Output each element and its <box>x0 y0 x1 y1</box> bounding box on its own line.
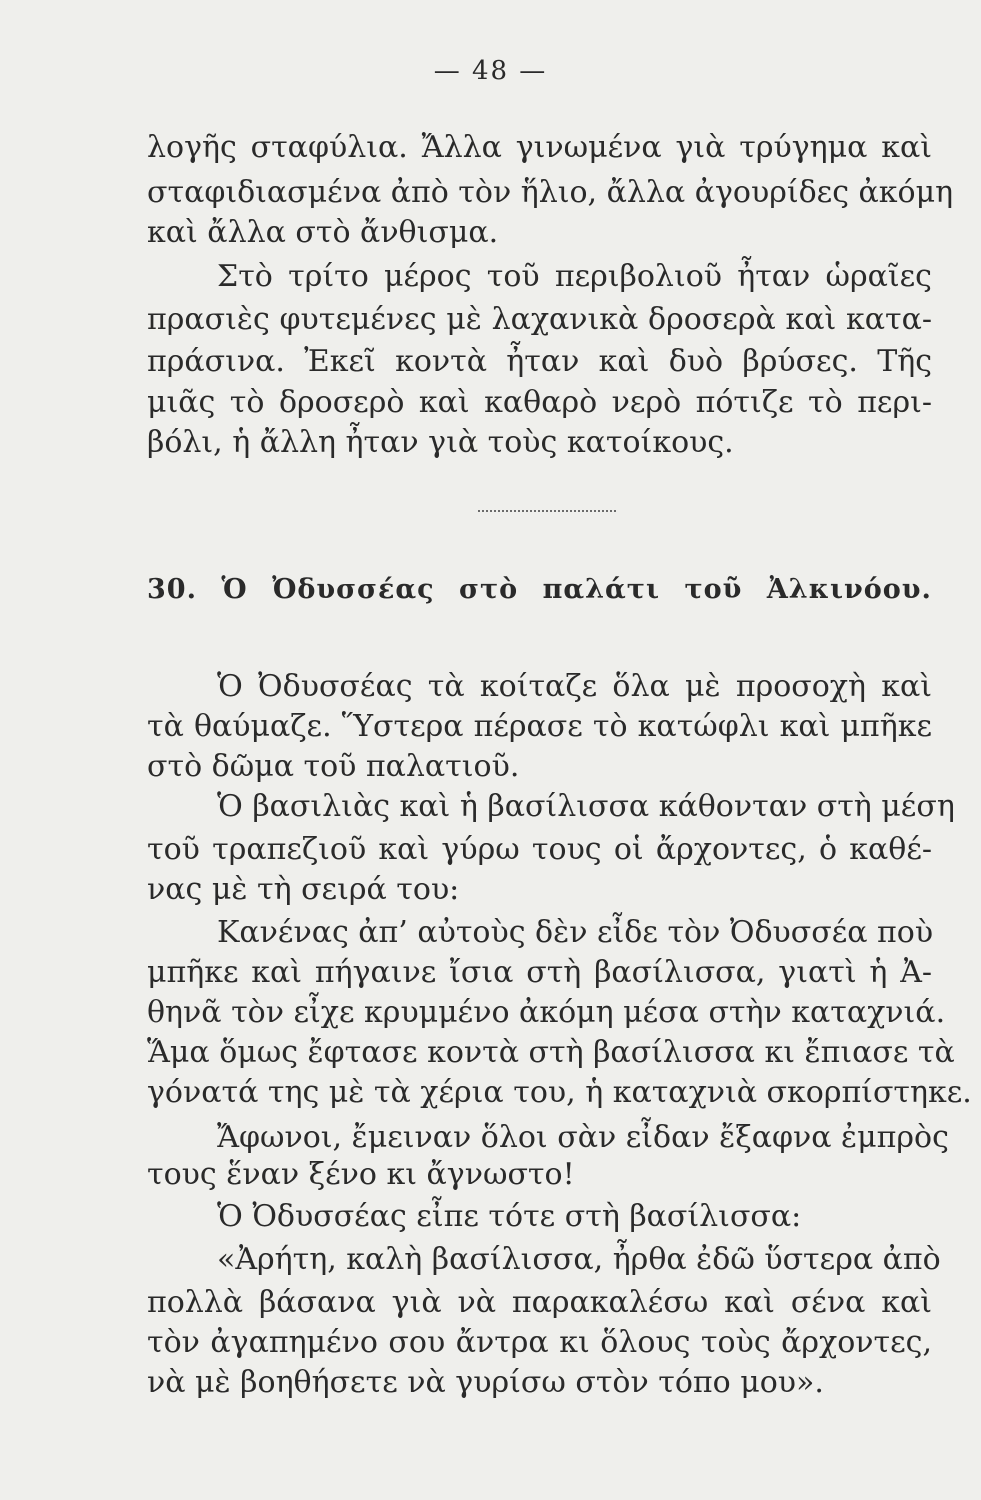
text-line: σταφιδιασμένα ἀπὸ τὸν ἥλιο, ἄλλα ἀγουρίδες ἀκόμη <box>147 175 954 210</box>
section-title-word: Ὀδυσσέας <box>272 574 435 605</box>
text-line: Ἅμα ὅμως ἔφτασε κοντὰ στὴ βασίλισσα κι ἔπιασε τὰ <box>147 1035 955 1070</box>
text-line: Ὁ Ὀδυσσέας εἶπε τότε στὴ βασίλισσα: <box>217 1199 802 1234</box>
section-title-word: παλάτι <box>542 574 661 605</box>
section-title-word: τοῦ <box>684 574 743 605</box>
text-line: βόλι, ἡ ἄλλη ἦταν γιὰ τοὺς κατοίκους. <box>147 425 734 460</box>
text-line: καὶ ἄλλα στὸ ἄνθισμα. <box>147 215 499 250</box>
text-line: στὸ δῶμα τοῦ παλατιοῦ. <box>147 749 520 784</box>
text-line: Ὁ Ὀδυσσέας τὰ κοίταζε ὅλα μὲ προσοχὴ καὶ <box>217 669 932 704</box>
text-line: νας μὲ τὴ σειρά του: <box>147 872 460 907</box>
text-line: τὰ θαύμαζε. Ὕστερα πέρασε τὸ κατώφλι καὶ μπῆκε <box>147 709 932 744</box>
text-line: Στὸ τρίτο μέρος τοῦ περιβολιοῦ ἦταν ὡραῖες <box>217 259 932 294</box>
text-line: πρασιὲς φυτεμένες μὲ λαχανικὰ δροσερὰ καὶ κατα- <box>147 302 932 337</box>
text-line: Ἄφωνοι, ἔμειναν ὅλοι σὰν εἶδαν ἔξαφνα ἐμπρὸς <box>217 1120 949 1155</box>
text-line: Κανένας ἀπ’ αὐτοὺς δὲν εἶδε τὸν Ὀδυσσέα ποὺ <box>217 915 934 950</box>
text-line: Ὁ βασιλιὰς καὶ ἡ βασίλισσα κάθονταν στὴ μέση <box>217 789 955 824</box>
section-title-word: Ὁ <box>221 574 248 605</box>
text-line: «Ἀρήτη, καλὴ βασίλισσα, ἦρθα ἐδῶ ὕστερα ἀπὸ <box>217 1242 941 1277</box>
section-heading <box>147 574 932 605</box>
text-line: νὰ μὲ βοηθήσετε νὰ γυρίσω στὸν τόπο μου». <box>147 1365 824 1400</box>
text-line: θηνᾶ τὸν εἶχε κρυμμένο ἀκόμη μέσα στὴν καταχνιά. <box>147 995 946 1030</box>
text-line: λογῆς σταφύλια. Ἄλλα γινωμένα γιὰ τρύγημα καὶ <box>147 130 932 165</box>
section-separator <box>478 510 616 512</box>
text-line: μπῆκε καὶ πήγαινε ἴσια στὴ βασίλισσα, γιατὶ ἡ Ἀ- <box>147 955 932 990</box>
text-line: μιᾶς τὸ δροσερὸ καὶ καθαρὸ νερὸ πότιζε τὸ περι- <box>147 385 932 420</box>
text-line: πολλὰ βάσανα γιὰ νὰ παρακαλέσω καὶ σένα καὶ <box>147 1285 932 1320</box>
text-line: γόνατά της μὲ τὰ χέρια του, ἡ καταχνιὰ σκορπίστηκε. <box>147 1075 972 1110</box>
text-line: τὸν ἀγαπημένο σου ἄντρα κι ὅλους τοὺς ἄρχοντες, <box>147 1325 932 1360</box>
text-line: τοῦ τραπεζιοῦ καὶ γύρω τους οἱ ἄρχοντες, ὁ καθέ- <box>147 832 932 867</box>
section-title-word: στὸ <box>459 574 519 605</box>
text-line: πράσινα. Ἐκεῖ κοντὰ ἦταν καὶ δυὸ βρύσες. Τῆς <box>147 344 932 379</box>
section-number: 30. <box>147 574 197 605</box>
page-number: — 48 — <box>433 56 548 86</box>
section-title-word: Ἀλκινόου. <box>766 574 932 605</box>
text-line: τους ἕναν ξένο κι ἄγνωστο! <box>147 1157 575 1192</box>
